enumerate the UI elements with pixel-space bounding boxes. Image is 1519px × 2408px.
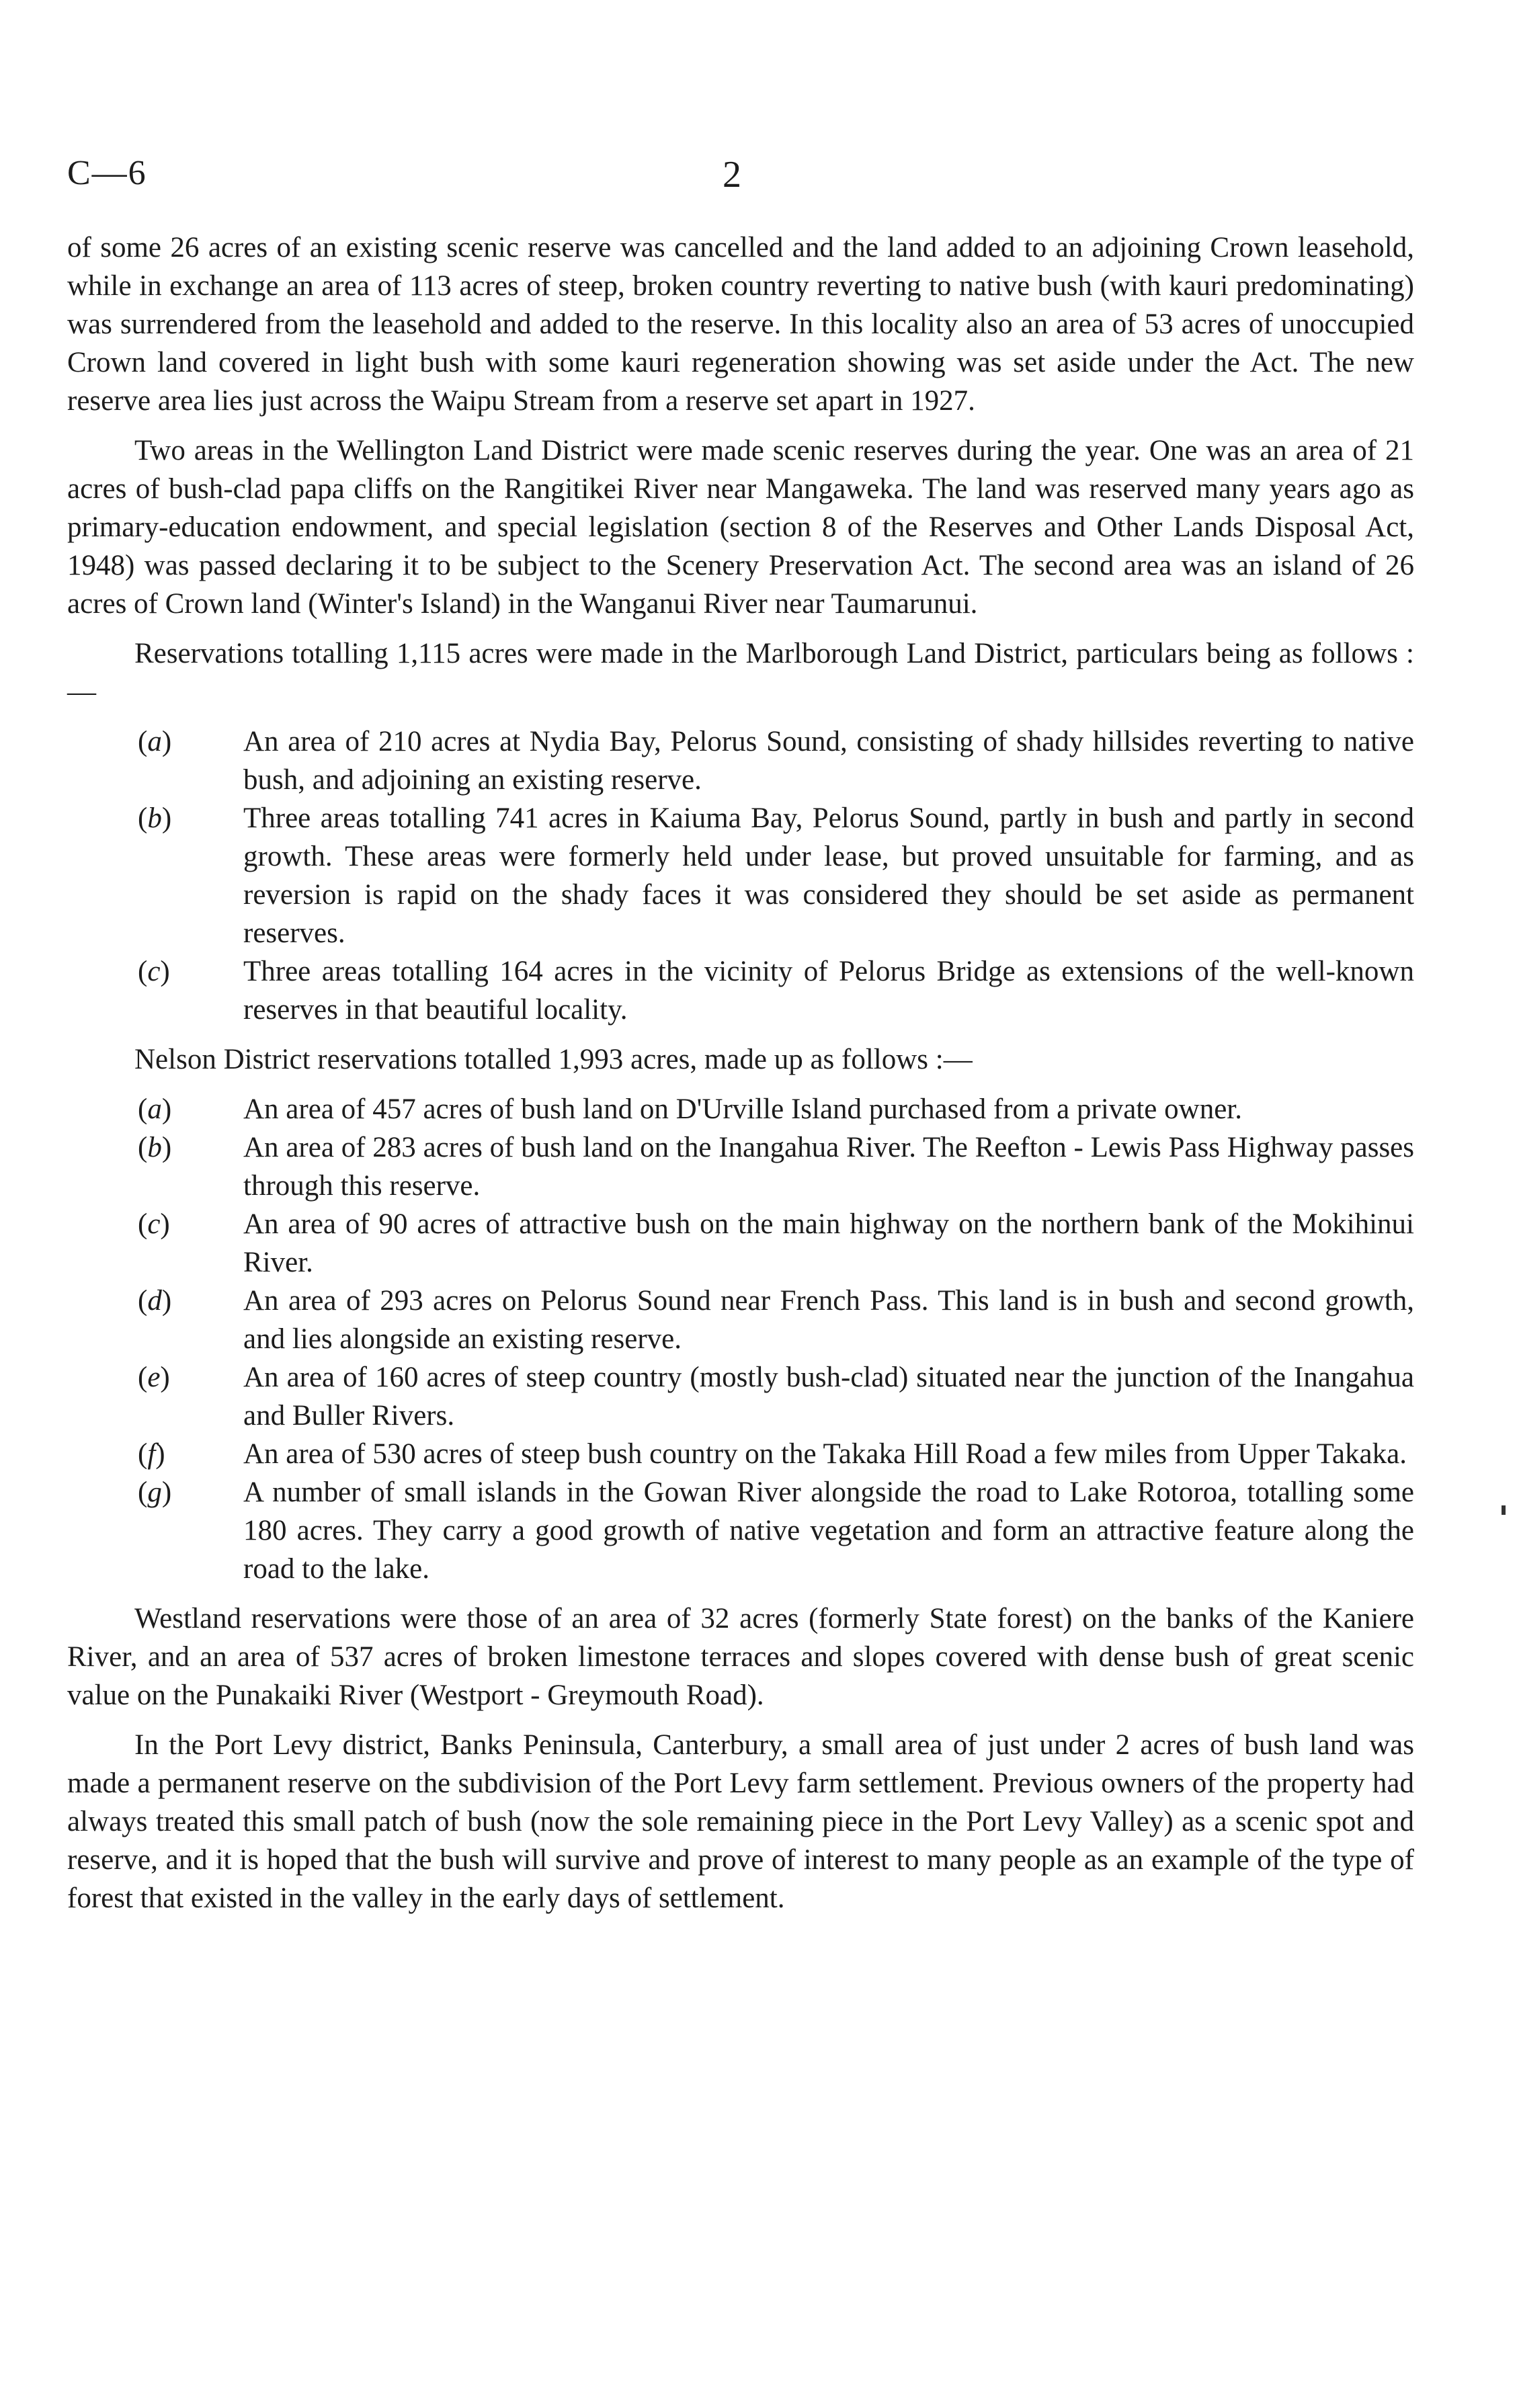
list-marker: (c): [138, 956, 170, 987]
list-item-text: Three areas totalling 741 acres in Kaiuma Bay, Pelorus Sound, partly in bush and partly in second growth. These areas were formerly held under lease, but proved unsuitable for farming, and as reversion is rapid on the shady faces it was considered they should be set aside as permanent reserves.: [243, 802, 1414, 949]
body-text: [67, 229, 1414, 1929]
page-header: [67, 153, 1411, 207]
list-marker: (b): [138, 1132, 172, 1163]
list-item: [67, 952, 1414, 1029]
list-item: [67, 1358, 1414, 1435]
list-item-text: An area of 210 acres at Nydia Bay, Pelorus Sound, consisting of shady hillsides reverting to native bush, and adjoining an existing reserve.: [243, 726, 1414, 796]
list-item: [67, 1282, 1414, 1358]
paragraph-port-levy: In the Port Levy district, Banks Peninsula, Canterbury, a small area of just under 2 acres of bush land was made a permanent reserve on the subdivision of the Port Levy farm settlement. Previous owners of the property had always treated this small patch of bush (now the sole remaining piece in the Port Levy Valley) as a scenic spot and reserve, and it is hoped that the bush will survive and prove of interest to many people as an example of the type of forest that existed in the valley in the early days of settlement.: [67, 1729, 1414, 1914]
list-item-text: An area of 160 acres of steep country (mostly bush-clad) situated near the junction of the Inangahua and Buller Rivers.: [243, 1362, 1414, 1431]
list-item: [67, 799, 1414, 952]
list-marker: (g): [138, 1477, 172, 1508]
list-item-text: An area of 457 acres of bush land on D'Urville Island purchased from a private owner.: [243, 1093, 1242, 1125]
list-item: [67, 722, 1414, 799]
list-marker: (a): [138, 726, 172, 757]
list-item: [67, 1473, 1414, 1588]
paragraph-nelson-intro: Nelson District reservations totalled 1,993 acres, made up as follows :—: [134, 1044, 973, 1075]
list-marker: (c): [138, 1208, 170, 1240]
list-marker: (a): [138, 1093, 172, 1125]
paragraph-continuation: of some 26 acres of an existing scenic reserve was cancelled and the land added to an adjoining Crown leasehold, while in exchange an area of 113 acres of steep, broken country reverting to native bush (with kauri predominating) was surrendered from the leasehold and added to the reserve. In this locality also an area of 53 acres of unoccupied Crown land covered in light bush with some kauri regeneration showing was set aside under the Act. The new reserve area lies just across the Waipu Stream from a reserve set apart in 1927.: [67, 232, 1414, 417]
list-marker: (f): [138, 1438, 165, 1470]
marlborough-list: [67, 722, 1414, 1029]
scan-speck: [1502, 1505, 1506, 1515]
list-item-text: An area of 90 acres of attractive bush on the main highway on the northern bank of the Mokihinui River.: [243, 1208, 1414, 1278]
page-number: 2: [723, 154, 741, 196]
list-item-text: An area of 293 acres on Pelorus Sound near French Pass. This land is in bush and second growth, and lies alongside an existing reserve.: [243, 1285, 1414, 1355]
list-marker: (b): [138, 802, 172, 834]
list-item: [67, 1090, 1414, 1128]
list-marker: (e): [138, 1362, 170, 1393]
list-item-text: An area of 283 acres of bush land on the Inangahua River. The Reefton - Lewis Pass Highway passes through this reserve.: [243, 1132, 1414, 1202]
list-marker: (d): [138, 1285, 172, 1317]
paragraph-westland: Westland reservations were those of an area of 32 acres (formerly State forest) on the banks of the Kaniere River, and an area of 537 acres of broken limestone terraces and slopes covered with dense bush of great scenic value on the Punakaiki River (Westport - Greymouth Road).: [67, 1603, 1414, 1711]
paragraph-wellington: Two areas in the Wellington Land District were made scenic reserves during the year. One was an area of 21 acres of bush-clad papa cliffs on the Rangitikei River near Mangaweka. The land was reserved many years ago as primary-education endowment, and special legislation (section 8 of the Reserves and Other Lands Disposal Act, 1948) was passed declaring it to be subject to the Scenery Preservation Act. The second area was an island of 26 acres of Crown land (Winter's Island) in the Wanganui River near Taumarunui.: [67, 435, 1414, 620]
nelson-list: [67, 1090, 1414, 1588]
list-item-text: An area of 530 acres of steep bush country on the Takaka Hill Road a few miles from Upper Takaka.: [243, 1438, 1407, 1470]
list-item: [67, 1128, 1414, 1205]
document-code: C—6: [67, 154, 147, 192]
list-item: [67, 1435, 1414, 1473]
paragraph-marlborough-intro: Reservations totalling 1,115 acres were made in the Marlborough Land District, particulars being as follows :—: [67, 638, 1414, 708]
list-item: [67, 1205, 1414, 1282]
list-item-text: Three areas totalling 164 acres in the vicinity of Pelorus Bridge as extensions of the well-known reserves in that beautiful locality.: [243, 956, 1414, 1026]
list-item-text: A number of small islands in the Gowan River alongside the road to Lake Rotoroa, totalling some 180 acres. They carry a good growth of native vegetation and form an attractive feature along the road to the lake.: [243, 1477, 1414, 1585]
